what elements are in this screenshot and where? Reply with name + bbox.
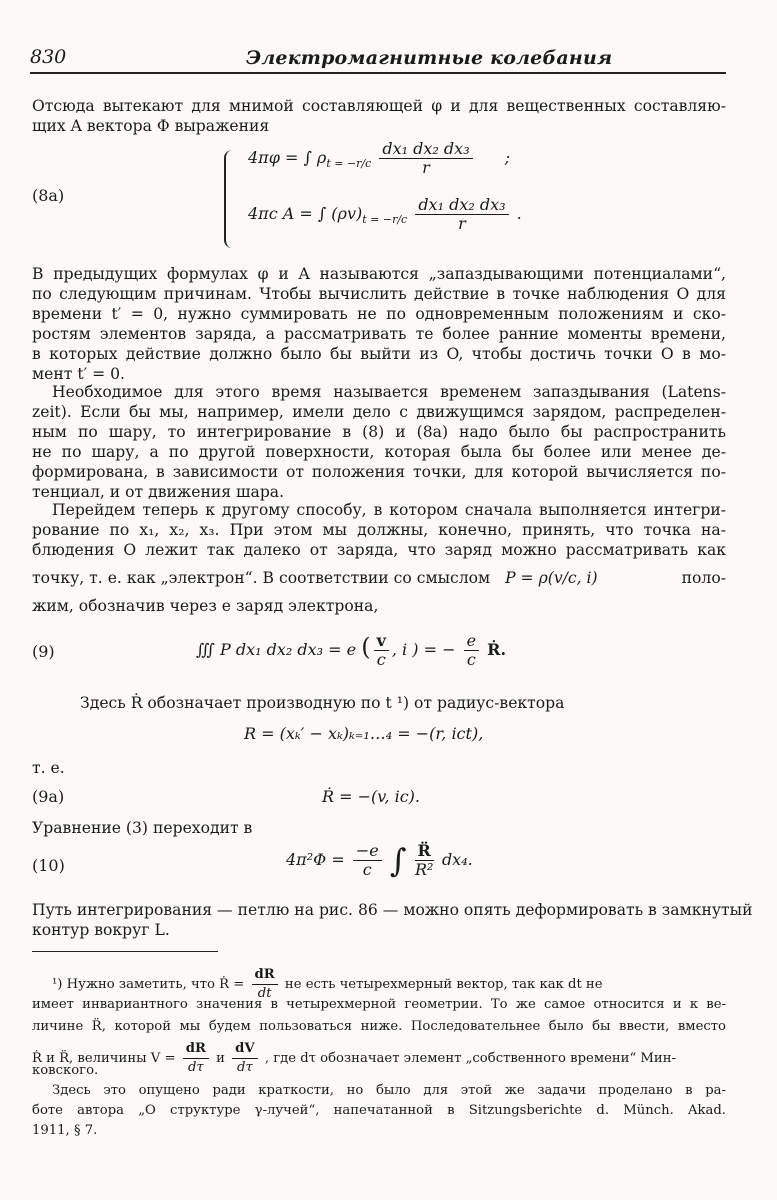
fraction [464, 632, 479, 669]
text-line: Необходимое для этого время называется временем запаздывания (Latens- [52, 383, 726, 401]
footnote-line: 1911, § 7. [32, 1123, 98, 1138]
fraction-numerator: dx₁ dx₂ dx₃ [415, 196, 508, 215]
fraction-numerator: dR [252, 966, 278, 985]
text-line: Отсюда вытекают для мнимой составляющей φ и для вещественных составляю- [32, 97, 726, 115]
text-line: Здесь Ṙ обозначает производную по t ¹) от радиус-вектора [80, 694, 565, 712]
eq-text: ∭ P dx₁ dx₂ dx₃ = e [196, 640, 357, 659]
text-line: жим, обозначив через e заряд электрона, [32, 597, 379, 615]
text-line: щих A вектора Φ выражения [32, 117, 270, 135]
equation-brace [224, 150, 236, 248]
eq-punct: . [516, 204, 522, 223]
equation-8a-row-1 [248, 140, 510, 177]
fraction-numerator: dx₁ dx₂ dx₃ [379, 140, 472, 159]
eq-text: , i ) = − [391, 640, 456, 659]
text-line: Путь интегрирования — петлю на рис. 86 — можно опять деформировать в замкнутый [32, 901, 753, 919]
fraction-numerator: −e [353, 842, 382, 861]
fn-text: и [216, 1051, 225, 1066]
text-line: В предыдущих формулах φ и A называются „запаздывающими потенциалами“, [32, 265, 726, 283]
text-line: контур вокруг L. [32, 921, 170, 939]
eq-text: Ṙ. [487, 640, 507, 659]
eq-text: 4πc A = ∫ (ρv) [248, 204, 363, 223]
text-line: Перейдем теперь к другому способу, в котором сначала выполняется интегри- [52, 501, 726, 519]
fraction-denominator: dt [257, 986, 272, 1001]
text-line: zeit). Если бы мы, например, имели дело с движущимся зарядом, распределен- [32, 403, 726, 421]
page-header [30, 46, 726, 74]
text-line: формирована, в зависимости от положения точки, для которой вычисляется по- [32, 463, 726, 481]
fraction-numerator: dR [183, 1040, 209, 1059]
text-line: не по шару, а по другой поверхности, которая была бы более или менее де- [32, 443, 726, 461]
text-span: поло- [681, 569, 726, 587]
footnote-line: имеет инвариантного значения в четырехмерной геометрии. То же самое относится и к ве- [32, 997, 726, 1012]
fraction-denominator: c [466, 650, 476, 669]
integral-sign: ∫ [389, 841, 407, 880]
eq-text: 4π²Φ = [286, 850, 345, 869]
text-line: ростям элементов заряда, а рассматривать те более ранние моменты времени, [32, 325, 726, 343]
text-line: Уравнение (3) переходит в [32, 819, 253, 837]
paren-open-icon: ( [361, 633, 371, 661]
equation-label: (9a) [32, 787, 65, 806]
text-line: мент t′ = 0. [32, 365, 125, 383]
footnote-line: боте автора „О структуре γ-лучей“, напечатанной в Sitzungsberichte d. Münch. Akad. [32, 1103, 726, 1118]
text-line: по следующим причинам. Чтобы вычислить действие в точке наблюдения O для [32, 285, 726, 303]
fraction-denominator: c [376, 650, 386, 669]
fraction-numerator: dV [232, 1040, 257, 1059]
text-line: блюдения O лежит так далеко от заряда, что заряд можно рассматривать как [32, 541, 726, 559]
page-number: 830 [30, 46, 67, 68]
text-line: т. е. [32, 759, 65, 777]
equation-9 [196, 632, 506, 669]
fraction-numerator: e [464, 632, 479, 651]
text-span: точку, т. е. как „электрон“. В соответствии со смыслом [32, 569, 491, 587]
text-line: тенциал, и от движения шара. [32, 483, 285, 501]
footnote-line: личине R̈, которой мы будем пользоваться ниже. Последовательнее было бы ввести, вместо [32, 1019, 726, 1034]
fraction [415, 842, 434, 879]
fraction-denominator: r [458, 214, 466, 233]
eq-text: dx₄. [441, 850, 473, 869]
fraction-numerator: v [374, 632, 389, 651]
fraction-denominator: dτ [187, 1060, 204, 1075]
fraction [374, 632, 389, 669]
running-title: Электромагнитные колебания [246, 47, 613, 69]
equation-10 [286, 842, 473, 879]
text-line: в которых действие должно было бы выйти из O, чтобы достичь точки O в мо- [32, 345, 726, 363]
equation-8a-row-2 [248, 196, 522, 233]
fraction [379, 140, 472, 177]
text-line: ным по шару, то интегрирование в (8) и (8a) надо было бы распространить [32, 423, 726, 441]
fn-text: Ṙ и R̈, величины V = [32, 1051, 176, 1066]
footnote-line: Здесь это опущено ради краткости, но было для этой же задачи проделано в ра- [52, 1083, 726, 1098]
fraction-denominator: c [362, 860, 372, 879]
footnote-rule [32, 951, 218, 952]
fn-text: ¹) Нужно заметить, что Ṙ = [52, 977, 245, 992]
text-line: времени t′ = 0, нужно суммировать не по одновременным положениям и ско- [32, 305, 726, 323]
text-line: рование по x₁, x₂, x₃. При этом мы должны, конечно, принять, что точка на- [32, 521, 726, 539]
equation-label: (9) [32, 642, 55, 661]
equation-label: (10) [32, 856, 65, 875]
fraction-numerator: R̈ [415, 842, 434, 861]
inline-formula: P = ρ(v/c, i) [505, 569, 598, 587]
r-vector-definition: R = (xₖ′ − xₖ)ₖ₌₁…₄ = −(r, ict), [244, 724, 484, 743]
text-line-with-formula [32, 568, 726, 588]
fn-text: не есть четырехмерный вектор, так как dt не [284, 977, 603, 992]
fn-text: , где dτ обозначает элемент „собственного времени“ Мин- [264, 1051, 676, 1066]
eq-text: 4πφ = ∫ ρ [248, 148, 327, 167]
equation-9a: Ṙ = −(v, ic). [322, 787, 420, 806]
eq-punct: ; [504, 148, 511, 167]
footnote-line: ковского. [32, 1063, 99, 1078]
fraction-denominator: dτ [237, 1060, 253, 1075]
equation-label: (8a) [32, 186, 65, 205]
fraction [415, 196, 508, 233]
eq-subscript: t = −r/c [326, 157, 372, 170]
fraction [353, 842, 382, 879]
fraction-denominator: r [422, 158, 430, 177]
eq-subscript: t = −r/c [362, 213, 408, 226]
fraction-denominator: R² [414, 860, 434, 879]
